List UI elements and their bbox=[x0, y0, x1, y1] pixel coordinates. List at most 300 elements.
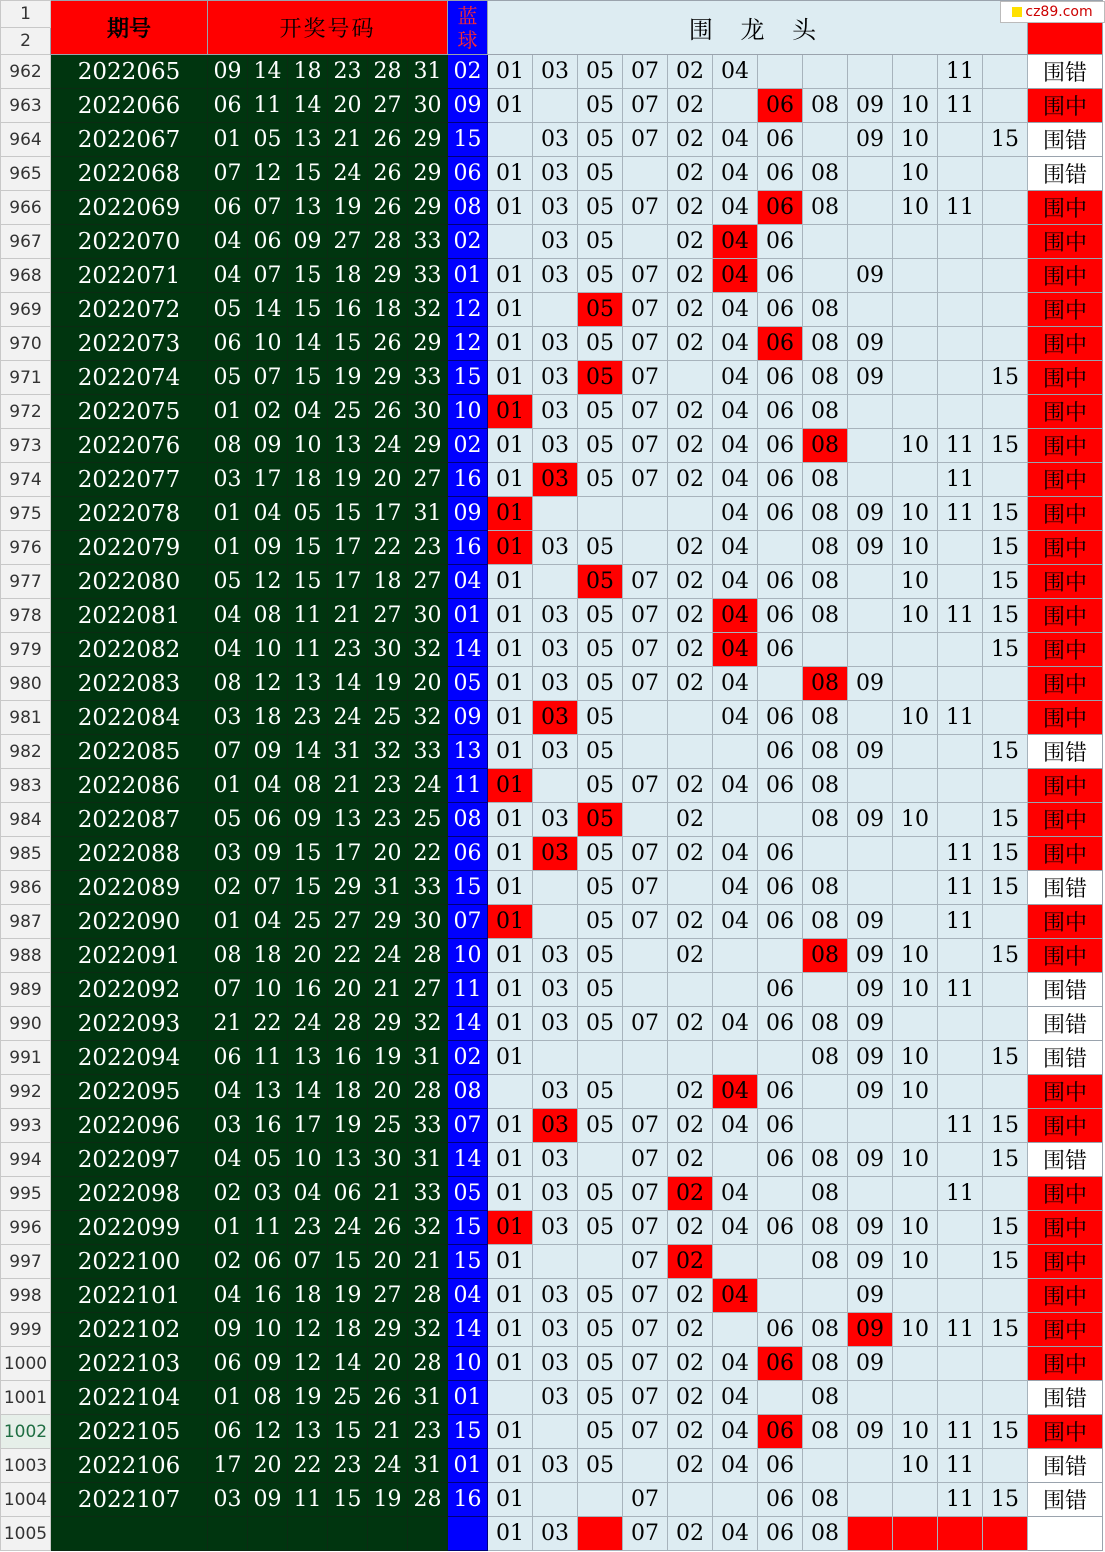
wrap-cell[interactable]: 04 bbox=[713, 1347, 758, 1381]
wrap-cell[interactable] bbox=[668, 735, 713, 769]
row-number[interactable]: 965 bbox=[1, 157, 51, 191]
row-number[interactable]: 991 bbox=[1, 1041, 51, 1075]
issue-cell[interactable]: 2022088 bbox=[51, 837, 208, 871]
wrap-cell[interactable] bbox=[758, 803, 803, 837]
blue-ball-cell[interactable]: 14 bbox=[448, 1007, 488, 1041]
wrap-cell[interactable]: 02 bbox=[668, 123, 713, 157]
wrap-cell[interactable]: 01 bbox=[488, 803, 533, 837]
draw-number-cell[interactable]: 15 bbox=[288, 531, 328, 565]
wrap-cell[interactable]: 09 bbox=[848, 1143, 893, 1177]
wrap-cell[interactable]: 03 bbox=[533, 123, 578, 157]
wrap-cell[interactable]: 06 bbox=[758, 1449, 803, 1483]
draw-number-cell[interactable]: 20 bbox=[368, 463, 408, 497]
draw-number-cell[interactable]: 14 bbox=[288, 89, 328, 123]
draw-number-cell[interactable]: 11 bbox=[288, 1483, 328, 1517]
wrap-cell[interactable]: 02 bbox=[668, 89, 713, 123]
wrap-cell[interactable] bbox=[893, 463, 938, 497]
wrap-cell[interactable]: 01 bbox=[488, 157, 533, 191]
wrap-cell[interactable]: 10 bbox=[893, 1313, 938, 1347]
wrap-cell[interactable] bbox=[578, 1245, 623, 1279]
blue-ball-cell[interactable]: 04 bbox=[448, 1279, 488, 1313]
wrap-cell[interactable] bbox=[938, 293, 983, 327]
wrap-cell[interactable]: 08 bbox=[803, 191, 848, 225]
draw-number-cell[interactable]: 03 bbox=[208, 463, 248, 497]
wrap-cell[interactable]: 03 bbox=[533, 1177, 578, 1211]
result-cell[interactable]: 围中 bbox=[1028, 497, 1103, 531]
draw-number-cell[interactable]: 25 bbox=[328, 395, 368, 429]
draw-number-cell[interactable]: 33 bbox=[408, 735, 448, 769]
wrap-cell[interactable]: 06 bbox=[758, 1143, 803, 1177]
wrap-cell[interactable]: 15 bbox=[983, 123, 1028, 157]
wrap-cell[interactable]: 02 bbox=[668, 463, 713, 497]
wrap-cell[interactable] bbox=[533, 871, 578, 905]
wrap-cell[interactable]: 07 bbox=[623, 633, 668, 667]
wrap-cell[interactable]: 03 bbox=[533, 157, 578, 191]
wrap-cell[interactable]: 05 bbox=[578, 55, 623, 89]
draw-number-cell[interactable]: 07 bbox=[208, 157, 248, 191]
draw-number-cell[interactable]: 05 bbox=[288, 497, 328, 531]
draw-number-cell[interactable]: 04 bbox=[208, 1279, 248, 1313]
wrap-cell[interactable] bbox=[893, 667, 938, 701]
wrap-cell[interactable]: 04 bbox=[713, 55, 758, 89]
draw-number-cell[interactable]: 11 bbox=[288, 633, 328, 667]
wrap-cell[interactable] bbox=[983, 1177, 1028, 1211]
wrap-cell[interactable]: 06 bbox=[758, 633, 803, 667]
result-cell[interactable]: 围中 bbox=[1028, 1313, 1103, 1347]
draw-number-cell[interactable]: 30 bbox=[408, 905, 448, 939]
wrap-cell[interactable]: 07 bbox=[623, 1177, 668, 1211]
wrap-cell[interactable]: 05 bbox=[578, 735, 623, 769]
draw-number-cell[interactable]: 07 bbox=[288, 1245, 328, 1279]
wrap-cell[interactable] bbox=[938, 1211, 983, 1245]
wrap-cell[interactable]: 02 bbox=[668, 1347, 713, 1381]
wrap-cell[interactable] bbox=[938, 123, 983, 157]
wrap-cell[interactable] bbox=[758, 55, 803, 89]
row-number[interactable]: 964 bbox=[1, 123, 51, 157]
wrap-cell[interactable]: 02 bbox=[668, 395, 713, 429]
wrap-cell[interactable] bbox=[848, 293, 893, 327]
wrap-cell[interactable]: 01 bbox=[488, 55, 533, 89]
draw-number-cell[interactable]: 14 bbox=[248, 55, 288, 89]
wrap-cell[interactable]: 05 bbox=[578, 89, 623, 123]
wrap-cell[interactable]: 05 bbox=[578, 1211, 623, 1245]
draw-number-cell[interactable]: 29 bbox=[368, 259, 408, 293]
draw-number-cell[interactable]: 05 bbox=[208, 361, 248, 395]
wrap-cell[interactable]: 03 bbox=[533, 735, 578, 769]
wrap-cell[interactable]: 02 bbox=[668, 1415, 713, 1449]
wrap-cell[interactable]: 03 bbox=[533, 1347, 578, 1381]
draw-number-cell[interactable]: 08 bbox=[208, 939, 248, 973]
draw-number-cell[interactable]: 24 bbox=[328, 157, 368, 191]
wrap-cell[interactable] bbox=[983, 1347, 1028, 1381]
wrap-hit-cell[interactable]: 03 bbox=[533, 463, 578, 497]
draw-number-cell[interactable]: 28 bbox=[328, 1007, 368, 1041]
wrap-cell[interactable] bbox=[803, 837, 848, 871]
wrap-cell[interactable]: 05 bbox=[578, 599, 623, 633]
draw-number-cell[interactable]: 25 bbox=[288, 905, 328, 939]
issue-cell[interactable]: 2022074 bbox=[51, 361, 208, 395]
draw-number-cell[interactable]: 30 bbox=[408, 395, 448, 429]
draw-number-cell[interactable]: 29 bbox=[408, 429, 448, 463]
wrap-cell[interactable] bbox=[803, 55, 848, 89]
issue-cell[interactable]: 2022086 bbox=[51, 769, 208, 803]
row-number[interactable]: 1004 bbox=[1, 1483, 51, 1517]
wrap-cell[interactable] bbox=[848, 1449, 893, 1483]
blue-ball-cell[interactable]: 12 bbox=[448, 327, 488, 361]
result-cell[interactable]: 围错 bbox=[1028, 1143, 1103, 1177]
wrap-cell[interactable]: 06 bbox=[758, 871, 803, 905]
draw-number-cell[interactable]: 30 bbox=[368, 633, 408, 667]
issue-cell[interactable]: 2022103 bbox=[51, 1347, 208, 1381]
wrap-cell[interactable]: 10 bbox=[893, 701, 938, 735]
wrap-hit-cell[interactable]: 01 bbox=[488, 905, 533, 939]
wrap-cell[interactable]: 11 bbox=[938, 89, 983, 123]
draw-number-cell[interactable]: 08 bbox=[208, 667, 248, 701]
wrap-cell[interactable] bbox=[623, 939, 668, 973]
result-cell[interactable]: 围中 bbox=[1028, 1211, 1103, 1245]
draw-number-cell[interactable]: 31 bbox=[408, 55, 448, 89]
wrap-cell[interactable]: 07 bbox=[623, 463, 668, 497]
draw-number-cell[interactable]: 20 bbox=[368, 1347, 408, 1381]
wrap-cell[interactable]: 02 bbox=[668, 55, 713, 89]
row-number[interactable]: 1005 bbox=[1, 1517, 51, 1551]
wrap-cell[interactable] bbox=[893, 395, 938, 429]
wrap-cell[interactable]: 11 bbox=[938, 905, 983, 939]
wrap-cell[interactable]: 03 bbox=[533, 531, 578, 565]
result-cell[interactable]: 围中 bbox=[1028, 89, 1103, 123]
draw-number-cell[interactable]: 08 bbox=[208, 429, 248, 463]
draw-number-cell[interactable]: 31 bbox=[328, 735, 368, 769]
draw-number-cell[interactable] bbox=[208, 1517, 248, 1551]
wrap-cell[interactable]: 04 bbox=[713, 327, 758, 361]
wrap-hit-cell[interactable]: 08 bbox=[803, 939, 848, 973]
issue-cell[interactable]: 2022072 bbox=[51, 293, 208, 327]
wrap-cell[interactable] bbox=[893, 837, 938, 871]
draw-number-cell[interactable]: 09 bbox=[208, 55, 248, 89]
draw-number-cell[interactable]: 25 bbox=[328, 1381, 368, 1415]
wrap-cell[interactable]: 07 bbox=[623, 1347, 668, 1381]
wrap-cell[interactable]: 04 bbox=[713, 191, 758, 225]
blue-ball-cell[interactable]: 12 bbox=[448, 293, 488, 327]
result-cell[interactable]: 围中 bbox=[1028, 1279, 1103, 1313]
wrap-hit-cell[interactable]: 01 bbox=[488, 497, 533, 531]
wrap-cell[interactable]: 02 bbox=[668, 1279, 713, 1313]
draw-number-cell[interactable]: 03 bbox=[248, 1177, 288, 1211]
wrap-cell[interactable]: 03 bbox=[533, 803, 578, 837]
draw-number-cell[interactable]: 14 bbox=[328, 1347, 368, 1381]
wrap-cell[interactable]: 10 bbox=[893, 599, 938, 633]
draw-number-cell[interactable]: 18 bbox=[248, 939, 288, 973]
draw-number-cell[interactable]: 01 bbox=[208, 497, 248, 531]
draw-number-cell[interactable]: 20 bbox=[328, 973, 368, 1007]
draw-number-cell[interactable]: 03 bbox=[208, 1109, 248, 1143]
wrap-cell[interactable] bbox=[848, 429, 893, 463]
wrap-cell[interactable]: 11 bbox=[938, 599, 983, 633]
wrap-hit-cell[interactable]: 02 bbox=[668, 1245, 713, 1279]
wrap-cell[interactable]: 09 bbox=[848, 89, 893, 123]
draw-number-cell[interactable]: 04 bbox=[288, 1177, 328, 1211]
result-cell[interactable]: 围中 bbox=[1028, 1415, 1103, 1449]
wrap-cell[interactable]: 04 bbox=[713, 1517, 758, 1551]
wrap-cell[interactable] bbox=[623, 225, 668, 259]
draw-number-cell[interactable]: 21 bbox=[368, 973, 408, 1007]
draw-number-cell[interactable]: 12 bbox=[248, 667, 288, 701]
wrap-cell[interactable]: 01 bbox=[488, 327, 533, 361]
blue-ball-cell[interactable]: 07 bbox=[448, 1109, 488, 1143]
wrap-hit-cell[interactable]: 06 bbox=[758, 1415, 803, 1449]
draw-number-cell[interactable]: 23 bbox=[328, 633, 368, 667]
wrap-cell[interactable]: 06 bbox=[758, 599, 803, 633]
draw-number-cell[interactable]: 19 bbox=[328, 1109, 368, 1143]
wrap-cell[interactable] bbox=[533, 1245, 578, 1279]
wrap-cell[interactable]: 03 bbox=[533, 939, 578, 973]
draw-number-cell[interactable]: 33 bbox=[408, 871, 448, 905]
draw-number-cell[interactable]: 09 bbox=[248, 735, 288, 769]
draw-number-cell[interactable] bbox=[248, 1517, 288, 1551]
wrap-cell[interactable]: 03 bbox=[533, 1007, 578, 1041]
wrap-cell[interactable] bbox=[893, 1109, 938, 1143]
draw-number-cell[interactable]: 15 bbox=[288, 871, 328, 905]
draw-number-cell[interactable]: 23 bbox=[408, 1415, 448, 1449]
draw-number-cell[interactable]: 08 bbox=[248, 1381, 288, 1415]
wrap-cell[interactable] bbox=[938, 1143, 983, 1177]
wrap-cell[interactable]: 03 bbox=[533, 1279, 578, 1313]
wrap-cell[interactable] bbox=[668, 497, 713, 531]
draw-number-cell[interactable]: 01 bbox=[208, 395, 248, 429]
wrap-cell[interactable]: 01 bbox=[488, 191, 533, 225]
draw-number-cell[interactable]: 23 bbox=[328, 1449, 368, 1483]
result-cell[interactable]: 围错 bbox=[1028, 973, 1103, 1007]
row-number[interactable]: 1002 bbox=[1, 1415, 51, 1449]
draw-number-cell[interactable]: 12 bbox=[248, 157, 288, 191]
row-number[interactable]: 985 bbox=[1, 837, 51, 871]
draw-number-cell[interactable]: 05 bbox=[208, 293, 248, 327]
wrap-cell[interactable]: 07 bbox=[623, 55, 668, 89]
wrap-cell[interactable]: 15 bbox=[983, 1483, 1028, 1517]
wrap-cell[interactable]: 02 bbox=[668, 1381, 713, 1415]
wrap-cell[interactable]: 07 bbox=[623, 123, 668, 157]
draw-number-cell[interactable]: 24 bbox=[328, 701, 368, 735]
result-cell[interactable]: 围中 bbox=[1028, 1109, 1103, 1143]
wrap-hit-cell[interactable]: 01 bbox=[488, 1211, 533, 1245]
result-cell[interactable]: 围错 bbox=[1028, 157, 1103, 191]
wrap-cell[interactable]: 07 bbox=[623, 89, 668, 123]
blue-ball-cell[interactable]: 15 bbox=[448, 1211, 488, 1245]
wrap-cell[interactable]: 05 bbox=[578, 327, 623, 361]
wrap-cell[interactable] bbox=[533, 565, 578, 599]
wrap-cell[interactable] bbox=[803, 1279, 848, 1313]
wrap-cell[interactable]: 06 bbox=[758, 1109, 803, 1143]
wrap-cell[interactable]: 06 bbox=[758, 225, 803, 259]
wrap-cell[interactable]: 08 bbox=[803, 599, 848, 633]
wrap-cell[interactable]: 10 bbox=[893, 89, 938, 123]
wrap-cell[interactable] bbox=[758, 1041, 803, 1075]
draw-number-cell[interactable]: 06 bbox=[248, 1245, 288, 1279]
draw-number-cell[interactable]: 26 bbox=[368, 1381, 408, 1415]
draw-number-cell[interactable]: 29 bbox=[408, 191, 448, 225]
wrap-cell[interactable]: 02 bbox=[668, 1109, 713, 1143]
draw-number-cell[interactable]: 16 bbox=[288, 973, 328, 1007]
wrap-cell[interactable]: 01 bbox=[488, 89, 533, 123]
wrap-cell[interactable]: 04 bbox=[713, 1177, 758, 1211]
draw-number-cell[interactable]: 03 bbox=[208, 1483, 248, 1517]
wrap-hit-cell[interactable]: 05 bbox=[578, 565, 623, 599]
wrap-cell[interactable]: 06 bbox=[758, 259, 803, 293]
wrap-cell[interactable]: 02 bbox=[668, 633, 713, 667]
draw-number-cell[interactable]: 19 bbox=[328, 191, 368, 225]
draw-number-cell[interactable]: 33 bbox=[408, 1177, 448, 1211]
wrap-cell[interactable]: 01 bbox=[488, 599, 533, 633]
draw-number-cell[interactable]: 15 bbox=[288, 293, 328, 327]
row-number[interactable]: 977 bbox=[1, 565, 51, 599]
wrap-cell[interactable]: 11 bbox=[938, 973, 983, 1007]
wrap-cell[interactable] bbox=[533, 769, 578, 803]
draw-number-cell[interactable]: 21 bbox=[368, 1415, 408, 1449]
wrap-cell[interactable]: 10 bbox=[893, 1143, 938, 1177]
wrap-cell[interactable]: 03 bbox=[533, 327, 578, 361]
issue-cell[interactable]: 2022094 bbox=[51, 1041, 208, 1075]
row-number[interactable]: 997 bbox=[1, 1245, 51, 1279]
wrap-cell[interactable]: 08 bbox=[803, 463, 848, 497]
wrap-cell[interactable]: 04 bbox=[713, 1007, 758, 1041]
draw-number-cell[interactable]: 26 bbox=[368, 157, 408, 191]
draw-number-cell[interactable]: 29 bbox=[408, 157, 448, 191]
draw-number-cell[interactable]: 10 bbox=[248, 327, 288, 361]
draw-number-cell[interactable]: 27 bbox=[368, 89, 408, 123]
wrap-cell[interactable]: 06 bbox=[758, 1211, 803, 1245]
wrap-hit-cell[interactable] bbox=[983, 1517, 1028, 1551]
wrap-cell[interactable]: 06 bbox=[758, 123, 803, 157]
wrap-cell[interactable]: 07 bbox=[623, 871, 668, 905]
wrap-cell[interactable] bbox=[893, 225, 938, 259]
wrap-cell[interactable]: 10 bbox=[893, 1245, 938, 1279]
wrap-cell[interactable] bbox=[578, 497, 623, 531]
draw-number-cell[interactable]: 02 bbox=[248, 395, 288, 429]
row-number[interactable]: 990 bbox=[1, 1007, 51, 1041]
draw-number-cell[interactable]: 13 bbox=[288, 191, 328, 225]
blue-ball-cell[interactable]: 08 bbox=[448, 1075, 488, 1109]
wrap-cell[interactable] bbox=[893, 259, 938, 293]
issue-cell[interactable]: 2022090 bbox=[51, 905, 208, 939]
draw-number-cell[interactable]: 19 bbox=[368, 1041, 408, 1075]
wrap-cell[interactable]: 04 bbox=[713, 905, 758, 939]
draw-number-cell[interactable]: 26 bbox=[368, 395, 408, 429]
wrap-cell[interactable]: 08 bbox=[803, 1211, 848, 1245]
wrap-cell[interactable] bbox=[533, 1041, 578, 1075]
draw-number-cell[interactable]: 27 bbox=[368, 1279, 408, 1313]
wrap-cell[interactable]: 03 bbox=[533, 973, 578, 1007]
blue-ball-cell[interactable]: 16 bbox=[448, 1483, 488, 1517]
draw-number-cell[interactable]: 22 bbox=[368, 531, 408, 565]
wrap-cell[interactable] bbox=[803, 973, 848, 1007]
wrap-cell[interactable]: 04 bbox=[713, 497, 758, 531]
blue-ball-cell[interactable]: 09 bbox=[448, 497, 488, 531]
issue-cell[interactable]: 2022092 bbox=[51, 973, 208, 1007]
wrap-cell[interactable]: 03 bbox=[533, 1381, 578, 1415]
wrap-cell[interactable]: 07 bbox=[623, 429, 668, 463]
draw-number-cell[interactable]: 13 bbox=[288, 123, 328, 157]
wrap-cell[interactable]: 10 bbox=[893, 123, 938, 157]
draw-number-cell[interactable]: 01 bbox=[208, 1211, 248, 1245]
wrap-cell[interactable]: 04 bbox=[713, 565, 758, 599]
wrap-cell[interactable]: 11 bbox=[938, 1449, 983, 1483]
wrap-cell[interactable] bbox=[893, 1381, 938, 1415]
wrap-cell[interactable] bbox=[578, 1041, 623, 1075]
wrap-cell[interactable]: 15 bbox=[983, 497, 1028, 531]
draw-number-cell[interactable]: 23 bbox=[288, 1211, 328, 1245]
draw-number-cell[interactable]: 01 bbox=[208, 1381, 248, 1415]
result-cell[interactable]: 围错 bbox=[1028, 1007, 1103, 1041]
wrap-cell[interactable]: 06 bbox=[758, 905, 803, 939]
wrap-cell[interactable]: 02 bbox=[668, 1143, 713, 1177]
wrap-cell[interactable]: 05 bbox=[578, 429, 623, 463]
wrap-cell[interactable]: 04 bbox=[713, 1381, 758, 1415]
row-number[interactable]: 992 bbox=[1, 1075, 51, 1109]
wrap-cell[interactable]: 08 bbox=[803, 565, 848, 599]
draw-number-cell[interactable]: 32 bbox=[408, 701, 448, 735]
wrap-cell[interactable]: 01 bbox=[488, 1007, 533, 1041]
wrap-cell[interactable]: 03 bbox=[533, 55, 578, 89]
issue-cell[interactable]: 2022089 bbox=[51, 871, 208, 905]
draw-number-cell[interactable]: 15 bbox=[288, 837, 328, 871]
wrap-cell[interactable] bbox=[713, 1313, 758, 1347]
draw-number-cell[interactable]: 06 bbox=[248, 225, 288, 259]
row-number[interactable]: 983 bbox=[1, 769, 51, 803]
draw-number-cell[interactable]: 29 bbox=[368, 905, 408, 939]
wrap-cell[interactable] bbox=[848, 157, 893, 191]
wrap-cell[interactable]: 05 bbox=[578, 1449, 623, 1483]
wrap-cell[interactable]: 02 bbox=[668, 1449, 713, 1483]
wrap-cell[interactable]: 11 bbox=[938, 429, 983, 463]
wrap-cell[interactable]: 07 bbox=[623, 327, 668, 361]
draw-number-cell[interactable]: 19 bbox=[368, 1483, 408, 1517]
draw-number-cell[interactable]: 09 bbox=[248, 837, 288, 871]
wrap-cell[interactable] bbox=[533, 89, 578, 123]
wrap-cell[interactable]: 11 bbox=[938, 1109, 983, 1143]
draw-number-cell[interactable]: 31 bbox=[408, 1143, 448, 1177]
draw-number-cell[interactable]: 07 bbox=[208, 973, 248, 1007]
wrap-cell[interactable] bbox=[713, 1041, 758, 1075]
wrap-cell[interactable] bbox=[893, 1347, 938, 1381]
row-number[interactable]: 982 bbox=[1, 735, 51, 769]
wrap-cell[interactable]: 09 bbox=[848, 973, 893, 1007]
draw-number-cell[interactable]: 29 bbox=[368, 1007, 408, 1041]
draw-number-cell[interactable]: 15 bbox=[288, 565, 328, 599]
wrap-cell[interactable]: 15 bbox=[983, 633, 1028, 667]
wrap-cell[interactable]: 05 bbox=[578, 123, 623, 157]
wrap-cell[interactable]: 01 bbox=[488, 463, 533, 497]
wrap-hit-cell[interactable]: 04 bbox=[713, 225, 758, 259]
issue-cell[interactable]: 2022096 bbox=[51, 1109, 208, 1143]
draw-number-cell[interactable]: 11 bbox=[248, 89, 288, 123]
draw-number-cell[interactable]: 09 bbox=[288, 803, 328, 837]
wrap-cell[interactable] bbox=[488, 1381, 533, 1415]
wrap-cell[interactable]: 06 bbox=[758, 1007, 803, 1041]
wrap-hit-cell[interactable]: 04 bbox=[713, 1075, 758, 1109]
wrap-cell[interactable]: 08 bbox=[803, 531, 848, 565]
row-number[interactable]: 1000 bbox=[1, 1347, 51, 1381]
wrap-cell[interactable]: 06 bbox=[758, 395, 803, 429]
draw-number-cell[interactable]: 32 bbox=[408, 1007, 448, 1041]
draw-number-cell[interactable]: 07 bbox=[248, 191, 288, 225]
wrap-cell[interactable]: 11 bbox=[938, 55, 983, 89]
wrap-hit-cell[interactable]: 03 bbox=[533, 837, 578, 871]
row-number[interactable]: 966 bbox=[1, 191, 51, 225]
wrap-cell[interactable]: 08 bbox=[803, 1517, 848, 1551]
wrap-cell[interactable] bbox=[533, 293, 578, 327]
draw-number-cell[interactable]: 04 bbox=[248, 905, 288, 939]
issue-cell[interactable]: 2022083 bbox=[51, 667, 208, 701]
